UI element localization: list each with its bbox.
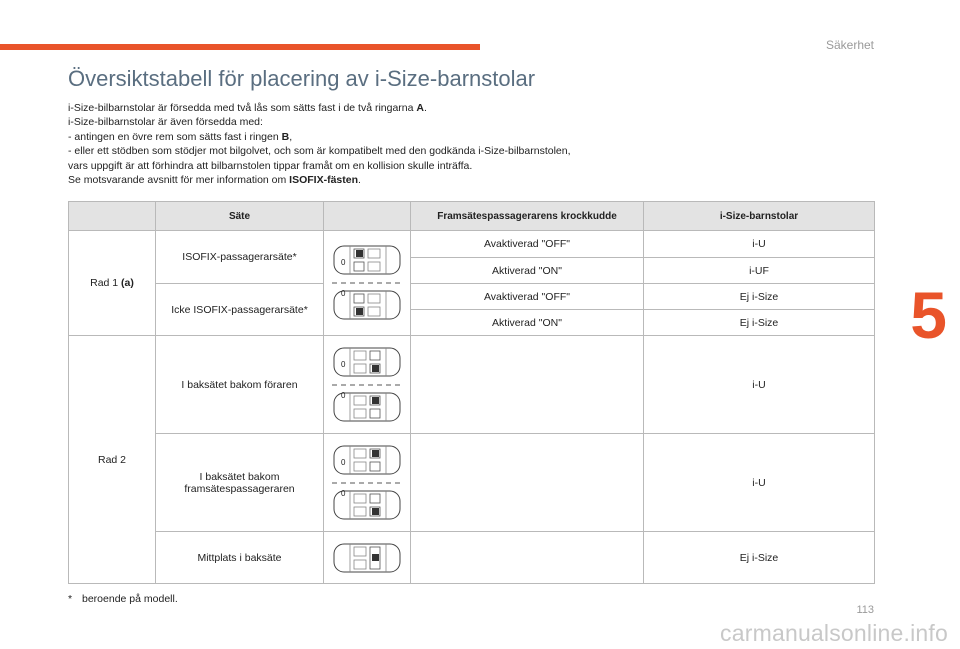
airbag-cell-empty [411,532,644,584]
footnote-symbol: * [68,593,73,605]
diagram-digit: 0 [341,359,346,369]
watermark-text: carmanualsonline.info [720,620,948,646]
airbag-cell: Avaktiverad "OFF" [411,284,644,310]
isize-placement-table [68,201,875,584]
intro-line: vars uppgift är att förhindra att bilbarnstolen tippar framåt om en kollision skulle inträffa. [68,159,473,172]
car-seat-diagram-icon [328,345,406,425]
row-label-rad2: Rad 2 [69,336,156,584]
intro-bold: B [281,130,290,143]
table-row [69,284,875,310]
accent-bar [0,44,480,50]
seat-rear-middle: Mittplats i baksäte [156,532,324,584]
footnote-text: beroende på modell. [82,593,178,605]
isize-cell: i-UF [644,258,875,284]
intro-bold: ISOFIX-fästen [289,174,359,187]
diagram-digit: 0 [341,488,346,498]
table-row [69,532,875,584]
isize-cell: Ej i-Size [644,310,875,336]
intro-text-span: Se motsvarande avsnitt för mer information om [68,174,290,187]
car-diagram-rear-right [324,434,411,532]
airbag-cell: Aktiverad "ON" [411,258,644,284]
intro-line: i-Size-bilbarnstolar är även försedda med: [68,116,263,129]
isize-cell: Ej i-Size [644,284,875,310]
intro-line [68,173,848,187]
isize-cell: i-U [644,231,875,258]
header-empty [69,202,156,231]
airbag-cell: Aktiverad "ON" [411,310,644,336]
diagram-digit: 0 [341,258,346,267]
seat-non-isofix-passenger: Icke ISOFIX-passagerarsäte* [156,284,324,336]
intro-text-span: i-Size-bilbarnstolar är försedda med två lås som sätts fast i de två ringarna [68,102,417,114]
header-diagram [324,202,411,231]
seat-rear-behind-driver: I baksätet bakom föraren [156,336,324,434]
car-diagram-rear-middle [324,532,411,584]
diagram-digit: 0 [341,289,346,298]
table-row [69,231,875,258]
airbag-cell-empty [411,336,644,434]
car-seat-diagram-icon [328,540,406,576]
row-label-text: Rad 1 [90,277,122,289]
diagram-digit: 0 [341,457,346,467]
intro-text-span: . [358,174,361,187]
table-row [69,336,875,434]
section-label: Säkerhet [825,38,874,52]
intro-line [68,101,848,115]
intro-text-span: , [289,130,293,143]
car-seat-diagram-icon [328,243,406,323]
intro-line: - eller ett stödben som stödjer mot bilgolvet, och som är kompatibelt med den godkända i-Size-bilbarnstolen, [68,145,571,158]
page-number: 113 [856,604,874,616]
car-seat-diagram-icon [328,443,406,523]
car-diagram-rear-left [324,336,411,434]
header-isize: i-Size-barnstolar [644,202,875,231]
airbag-cell-empty [411,434,644,532]
intro-line [68,130,848,144]
chapter-number: 5 [910,278,947,352]
isize-cell: i-U [644,336,875,434]
header-seat: Säte [156,202,324,231]
row-label-bold: (a) [121,277,134,289]
page-title: Översiktstabell för placering av i-Size-barnstolar [68,66,536,91]
intro-text [68,101,848,187]
diagram-digit: 0 [341,390,346,400]
isize-cell: Ej i-Size [644,532,875,584]
row-label-rad1 [69,231,156,336]
intro-text-span: . [424,102,427,114]
seat-rear-behind-passenger: I baksätet bakom framsätespassageraren [156,434,324,532]
intro-text-span: - antingen en övre rem som sätts fast i ringen [68,130,282,143]
table-row [69,434,875,532]
table-header-row [69,202,875,231]
car-diagram-front [324,231,411,336]
header-airbag: Framsätespassagerarens krockkudde [411,202,644,231]
airbag-cell: Avaktiverad "OFF" [411,231,644,258]
isize-cell: i-U [644,434,875,532]
seat-isofix-passenger: ISOFIX-passagerarsäte* [156,231,324,284]
footnote [68,593,178,605]
intro-bold: A [416,102,424,114]
